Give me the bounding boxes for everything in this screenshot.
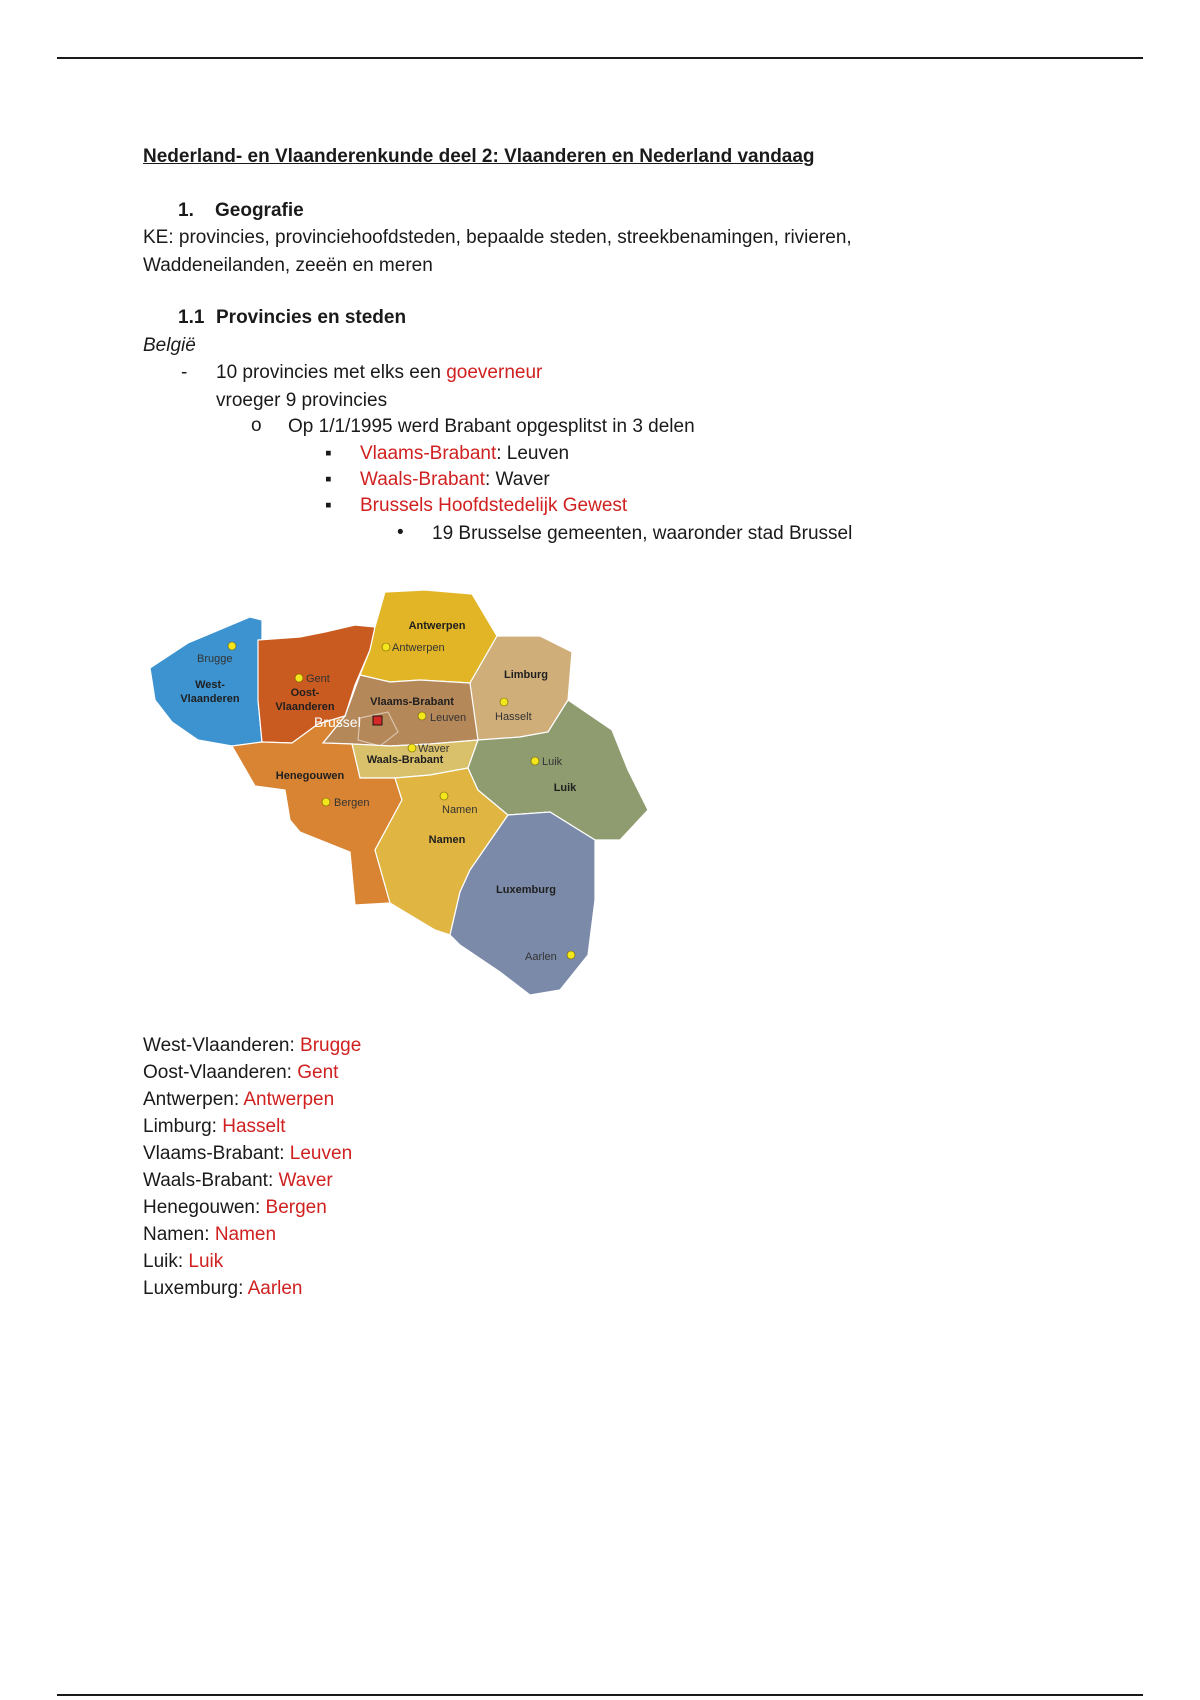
map-label-west-vlaanderen-1: West-: [195, 679, 225, 691]
capital-list-item: [143, 1195, 327, 1221]
list-item-provinces: [216, 360, 542, 386]
highlight-term: Waals-Brabant: [360, 469, 485, 490]
province-name: Luxemburg: [143, 1278, 239, 1299]
city-dot-brugge: [228, 642, 236, 650]
map-label-vlaams-brabant: Vlaams-Brabant: [370, 696, 454, 708]
city-dot-hasselt: [500, 698, 508, 706]
map-label-waals-brabant: Waals-Brabant: [366, 754, 444, 766]
province-name: Limburg: [143, 1116, 212, 1137]
page-bottom-rule: [57, 1694, 1143, 1696]
capital-name: Antwerpen: [243, 1089, 335, 1110]
square-bullet: ▪: [325, 495, 332, 516]
capital-list-item: [143, 1087, 334, 1113]
map-city-label-leuven: Leuven: [430, 712, 467, 724]
capital-list-item: [143, 1276, 303, 1302]
capital-name: Gent: [297, 1062, 339, 1083]
city-dot-gent: [295, 674, 303, 682]
capital-list-item: [143, 1114, 286, 1140]
city-dot-leuven: [418, 712, 426, 720]
ke-line-1: KE: provincies, provinciehoofdsteden, bepaalde steden, streekbenamingen, rivieren,: [143, 227, 852, 248]
capital-list-item: [143, 1168, 333, 1194]
separator: :: [211, 1116, 223, 1137]
map-label-luxemburg: Luxemburg: [496, 884, 556, 896]
map-label-limburg: Limburg: [504, 669, 548, 681]
map-city-label-namen: Namen: [442, 804, 478, 816]
province-name: Luik: [143, 1251, 178, 1272]
map-label-antwerpen: Antwerpen: [408, 620, 466, 632]
map-city-label-bergen: Bergen: [334, 797, 370, 809]
section-heading-geografie: [178, 198, 304, 224]
section-number: 1.: [178, 200, 194, 221]
sub-sub-item-vlaams-brabant: [360, 441, 569, 467]
item-rest: : Waver: [484, 469, 550, 490]
map-label-namen: Namen: [428, 834, 466, 846]
document-title: Nederland- en Vlaanderenkunde deel 2: Vlaanderen en Nederland vandaag: [143, 146, 815, 167]
city-dot-waver: [408, 744, 416, 752]
province-name: Antwerpen: [143, 1089, 234, 1110]
province-name: Namen: [143, 1224, 205, 1245]
map-city-label-aarlen: Aarlen: [525, 951, 557, 963]
map-city-label-gent: Gent: [306, 673, 330, 685]
province-name: Henegouwen: [143, 1197, 255, 1218]
map-city-label-hasselt: Hasselt: [495, 711, 532, 723]
separator: :: [279, 1143, 290, 1164]
country-label: België: [143, 335, 196, 356]
page-top-rule: [57, 57, 1143, 59]
capital-name: Namen: [214, 1224, 277, 1245]
separator: :: [289, 1035, 301, 1056]
separator: :: [267, 1170, 279, 1191]
list-item-text: 10 provincies met elks een: [216, 362, 441, 383]
city-dot-bergen: [322, 798, 330, 806]
separator: :: [204, 1224, 215, 1245]
capital-name: Luik: [188, 1251, 224, 1272]
map-label-luik: Luik: [553, 782, 577, 794]
circle-bullet: o: [251, 415, 262, 436]
section-title: Geografie: [215, 200, 304, 221]
province-name: Vlaams-Brabant: [143, 1143, 280, 1164]
capital-list-item: [143, 1033, 361, 1059]
square-bullet: ▪: [325, 443, 332, 464]
capital-name: Brugge: [300, 1035, 362, 1056]
item-rest: : Leuven: [496, 443, 570, 464]
map-label-west-vlaanderen-2: Vlaanderen: [180, 693, 240, 705]
capital-list-item: [143, 1222, 276, 1248]
square-bullet: ▪: [325, 469, 332, 490]
separator: :: [233, 1089, 244, 1110]
separator: :: [286, 1062, 298, 1083]
subsection-heading-provincies: [178, 305, 406, 331]
city-dot-aarlen: [567, 951, 575, 959]
province-name: West-Vlaanderen: [143, 1035, 290, 1056]
sub-sub-item-brussels: Brussels Hoofdstedelijk Gewest: [360, 495, 628, 516]
map-label-oost-vlaanderen-1: Oost-: [290, 687, 320, 699]
capital-name: Bergen: [265, 1197, 327, 1218]
province-name: Waals-Brabant: [143, 1170, 268, 1191]
map-label-henegouwen: Henegouwen: [275, 770, 345, 782]
map-city-label-brugge: Brugge: [197, 653, 233, 665]
sub-sub-item-waals-brabant: [360, 467, 550, 493]
subsection-title: Provincies en steden: [216, 307, 407, 328]
capital-list-item: [143, 1141, 352, 1167]
highlight-term: goeverneur: [446, 362, 543, 383]
capital-name: Hasselt: [222, 1116, 286, 1137]
subsection-number: 1.1: [178, 307, 205, 328]
city-dot-namen: [440, 792, 448, 800]
belgium-province-map: [145, 585, 655, 1000]
capital-name: Leuven: [289, 1143, 353, 1164]
dot-bullet: •: [397, 522, 404, 543]
highlight-term: Vlaams-Brabant: [360, 443, 497, 464]
capital-list-item: [143, 1060, 338, 1086]
city-dot-luik: [531, 757, 539, 765]
sub-sub-sub-item-gemeenten: 19 Brusselse gemeenten, waaronder stad Brussel: [432, 523, 853, 544]
list-item-continuation: vroeger 9 provincies: [216, 390, 388, 411]
capital-name: Waver: [278, 1170, 333, 1191]
separator: :: [177, 1251, 189, 1272]
separator: :: [254, 1197, 266, 1218]
capital-marker-brussel: [373, 716, 382, 725]
province-name: Oost-Vlaanderen: [143, 1062, 287, 1083]
city-dot-antwerpen: [382, 643, 390, 651]
capital-name: Aarlen: [247, 1278, 303, 1299]
ke-line-2: Waddeneilanden, zeeën en meren: [143, 255, 433, 276]
map-city-label-antwerpen: Antwerpen: [392, 642, 445, 654]
capital-list-item: [143, 1249, 223, 1275]
map-label-oost-vlaanderen-2: Vlaanderen: [275, 701, 335, 713]
separator: :: [238, 1278, 248, 1299]
map-city-label-luik: Luik: [542, 756, 563, 768]
sub-item-brabant: Op 1/1/1995 werd Brabant opgesplitst in 3 delen: [288, 416, 695, 437]
map-city-label-brussel: Brussel: [314, 714, 361, 730]
dash-bullet: -: [181, 362, 188, 383]
map-city-label-waver: Waver: [418, 743, 450, 755]
